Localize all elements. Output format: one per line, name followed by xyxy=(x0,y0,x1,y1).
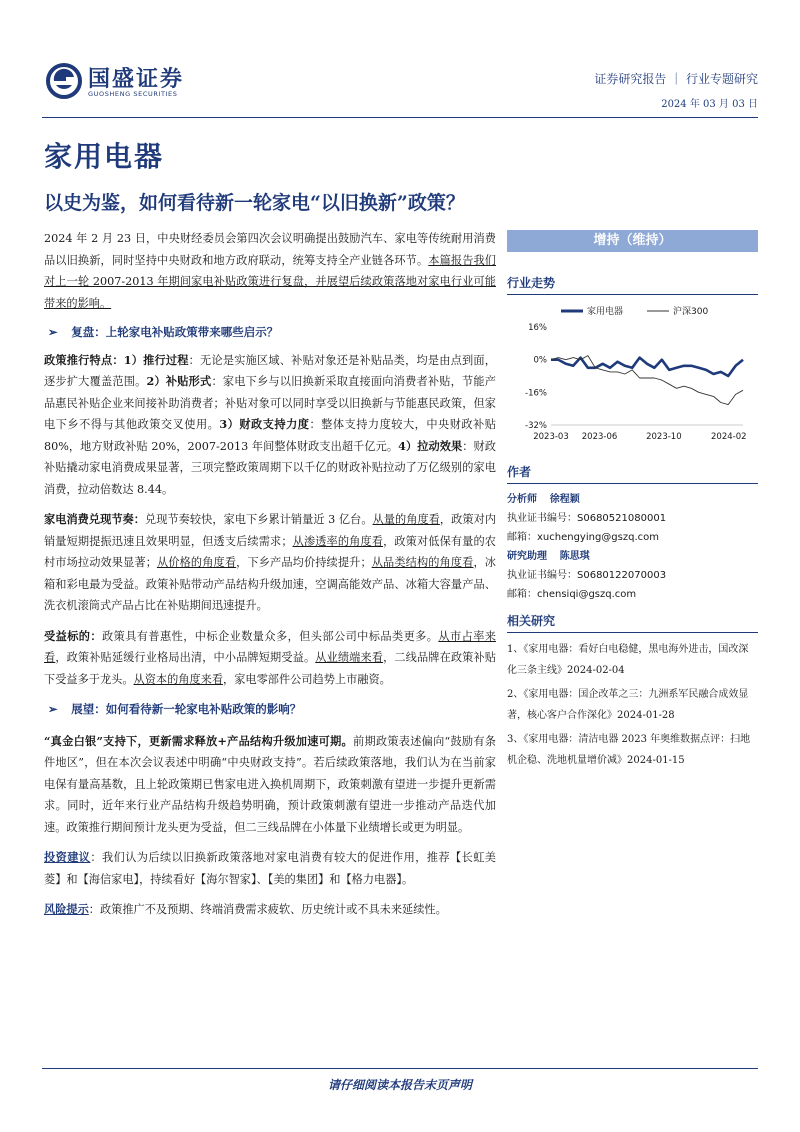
policy-text-3: ：整体支持力度较大，中央财政补贴 80%，地方财政补贴 20%，2007-2013 年间整体财政支出超千亿元。 xyxy=(44,418,496,453)
benef-text-2: ，政策补贴延缓行业格局出清，中小品牌短期受益。 xyxy=(55,651,316,664)
benef-underline-1: 从市占率来看 xyxy=(44,629,496,664)
legend-label-b: 沪深300 xyxy=(673,307,709,317)
y-tick-label: 0% xyxy=(533,355,547,366)
legend-label-a: 家用电器 xyxy=(587,307,624,317)
author-1-name: 徐程颖 xyxy=(549,494,580,505)
chart-axes xyxy=(525,323,746,442)
author-1-line xyxy=(507,490,758,509)
rhythm-paragraph xyxy=(44,509,496,617)
related-title: 相关研究 xyxy=(507,612,758,633)
report-type: 证券研究报告 ｜ 行业专题研究 xyxy=(594,72,758,86)
policy-paragraph xyxy=(44,350,496,501)
industry-trend-chart xyxy=(507,301,758,451)
invest-paragraph xyxy=(44,847,496,890)
author-2-line xyxy=(507,547,758,566)
logo xyxy=(46,62,226,102)
benef-text-1: 政策具有普惠性，中标企业数量众多，但头部公司中标品类更多。 xyxy=(102,629,439,643)
footer-rule xyxy=(42,1068,758,1069)
rhythm-underline-4: 从品类结构的角度看 xyxy=(371,556,474,569)
arrow-icon: ➢ xyxy=(48,702,58,716)
report-title: 以史为鉴，如何看待新一轮家电“以旧换新”政策？ xyxy=(44,192,465,214)
section-2-title: 展望：如何看待新一轮家电补贴政策的影响？ xyxy=(71,702,302,716)
rhythm-underline-2: 从渗透率的角度看 xyxy=(292,534,384,548)
rhythm-underline-1: 从量的角度看 xyxy=(372,513,440,526)
x-tick-label: 2023-06 xyxy=(581,432,618,442)
invest-text: ：我们认为后续以旧换新政策落地对家电消费有较大的促进作用，推荐【长虹美菱】和【海信家电】，持续看好【海尔智家】、【美的集团】和【格力电器】。 xyxy=(44,851,496,886)
y-tick-label: 16% xyxy=(528,323,547,333)
risk-label: 风险提示 xyxy=(44,902,89,916)
rhythm-text-5: ，冰箱和彩电最为受益。政策补贴带动产品结构升级加速，空调高能效产品、冰箱大容量产品、洗衣机滚筒式产品占比在补贴期间迅速提升。 xyxy=(44,556,496,612)
x-tick-label: 2024-02 xyxy=(711,432,747,442)
guosheng-logo-icon xyxy=(46,63,82,99)
main-column xyxy=(44,228,496,921)
policy-point-3: 3）财政支持力度 xyxy=(219,417,310,431)
policy-point-4: 4）拉动效果 xyxy=(398,438,463,453)
intro-underlined: 本篇报告我们对上一轮 2007-2013 年期间家电补贴政策进行复盘，并展望后续政策落地对家电行业可能带来的影响。 xyxy=(44,253,496,310)
outlook-text: 前期政策表述偏向“鼓励有条件地区”，但在本次会议表述中明确“中央财政支持”。若后续政策落地，我们认为在当前家电保有量高基数，且上轮政策期已售家电进入换机周期下，政策刺激有望进一步提升更新需求。同时，近年来行业产品结构升级趋势明确，预计政策刺激有望进一步推动产品迭代加速。政策推行期间预计龙头更为受益，但二三线品牌在小体量下业绩增长或更为明显。 xyxy=(44,734,496,834)
outlook-bold: “真金白银”支持下，更新需求释放+产品结构升级加速可期。 xyxy=(44,733,353,748)
authors-block xyxy=(507,490,758,604)
benef-text-3: ，二线品牌在政策补贴下受益多于龙头。 xyxy=(44,651,496,686)
related-item[interactable]: 1、《家用电器：看好白电稳健，黑电海外进击，国改深化三条主线》2024-02-04 xyxy=(507,644,749,676)
invest-label: 投资建议 xyxy=(44,850,91,864)
intro-text: 2024 年 2 月 23 日，中央财经委员会第四次会议明确提出鼓励汽车、家电等传统耐用消费品以旧换新，同时坚持中央财政和地方政府联动，统筹支持全产业链各环节。 xyxy=(44,232,496,267)
related-list xyxy=(507,639,758,771)
series-line-home-appliances xyxy=(551,358,743,376)
author-2-name: 陈思琪 xyxy=(559,551,590,562)
x-tick-label: 2023-10 xyxy=(646,432,682,442)
sector-title: 家用电器 xyxy=(44,140,165,173)
policy-text-1: ：无论是实施区域、补贴对象还是补贴品类，均是由点到面，逐步扩大覆盖范围。 xyxy=(44,353,496,388)
authors-title: 作者 xyxy=(507,463,758,484)
author-2-role: 研究助理 xyxy=(507,551,547,562)
policy-point-2: 2）补贴形式 xyxy=(146,374,212,388)
rhythm-label: 家电消费兑现节奏： xyxy=(44,512,146,526)
x-tick-label: 2023-03 xyxy=(533,432,569,442)
rhythm-underline-3: 从价格的角度看 xyxy=(156,556,237,569)
footer-disclaimer: 请仔细阅读本报告末页声明 xyxy=(327,1078,472,1092)
author-1-role: 分析师 xyxy=(507,494,537,505)
arrow-icon: ➢ xyxy=(48,325,58,339)
policy-text-4: ：财政补贴撬动家电消费成果显著，三项完整政策周期下以千亿的财政补贴拉动了万亿级别的家电消费，拉动倍数达 8.44。 xyxy=(44,439,496,496)
beneficiary-label: 受益标的： xyxy=(44,628,102,643)
logo-en: GUOSHENG SECURITIES xyxy=(88,90,178,98)
risk-text: ：政策推广不及预期、终端消费需求疲软、历史统计或不具未来延续性。 xyxy=(88,903,447,916)
author-1-cert: 执业证书编号：S0680521080001 xyxy=(507,513,667,524)
benef-text-4: ，家电零部件公司趋势上市融资。 xyxy=(223,672,391,686)
rhythm-text-2: ，政策对内销量短期提振迅速且效果明显，但透支后续需求； xyxy=(44,513,496,548)
section-2-heading xyxy=(44,699,496,721)
benef-underline-3: 从资本的角度来看 xyxy=(133,672,224,686)
header-rule xyxy=(42,117,758,118)
rating-badge: 增持（维持） xyxy=(507,230,758,252)
chart-lines xyxy=(551,356,743,405)
section-1-title: 复盘：上轮家电补贴政策带来哪些启示？ xyxy=(71,325,279,339)
rhythm-text-1: 兑现节奏较快，家电下乡累计销量近 3 亿台。 xyxy=(145,513,373,526)
trend-title: 行业走势 xyxy=(507,274,758,295)
intro-paragraph xyxy=(44,228,496,314)
rhythm-text-4: ，下乡产品均价持续提升； xyxy=(236,556,372,569)
related-item[interactable]: 3、《家用电器：清洁电器 2023 年奥维数据点评：扫地机企稳、洗地机量增价减》2024-01-15 xyxy=(507,734,751,766)
report-date: 2024 年 03 月 03 日 xyxy=(661,99,758,110)
beneficiary-paragraph xyxy=(44,626,496,691)
author-1-email[interactable]: 邮箱：xuchengying@gszq.com xyxy=(507,532,660,543)
author-2-email[interactable]: 邮箱：chensiqi@gszq.com xyxy=(507,589,637,600)
policy-text-2: ：家电下乡与以旧换新采取直接面向消费者补贴，节能产品惠民补贴企业来间接补助消费者；补贴对象可以同时享受以旧换新与节能惠民政策，但家电下乡不得与其他政策交叉使用。 xyxy=(44,375,496,431)
related-item[interactable]: 2、《家用电器：国企改革之三：九洲系军民融合成效显著，核心客户合作深化》2024-01-28 xyxy=(507,689,749,721)
risk-paragraph xyxy=(44,899,496,921)
policy-point-1: 1）推行过程 xyxy=(123,352,189,367)
policy-label: 政策推行特点： xyxy=(44,352,124,367)
y-tick-label: -16% xyxy=(525,388,547,399)
outlook-paragraph xyxy=(44,731,496,839)
benef-underline-2: 从业绩端来看 xyxy=(315,651,384,664)
section-1-heading xyxy=(44,322,496,344)
rhythm-text-3: ，政策对低保有量的农村市场拉动效果显著； xyxy=(44,534,496,569)
y-tick-label: -32% xyxy=(525,421,547,431)
author-2-cert: 执业证书编号：S0680122070003 xyxy=(507,570,667,581)
chart-legend xyxy=(561,305,708,317)
sidebar xyxy=(507,230,758,771)
logo-cn: 国盛证券 xyxy=(88,67,185,92)
